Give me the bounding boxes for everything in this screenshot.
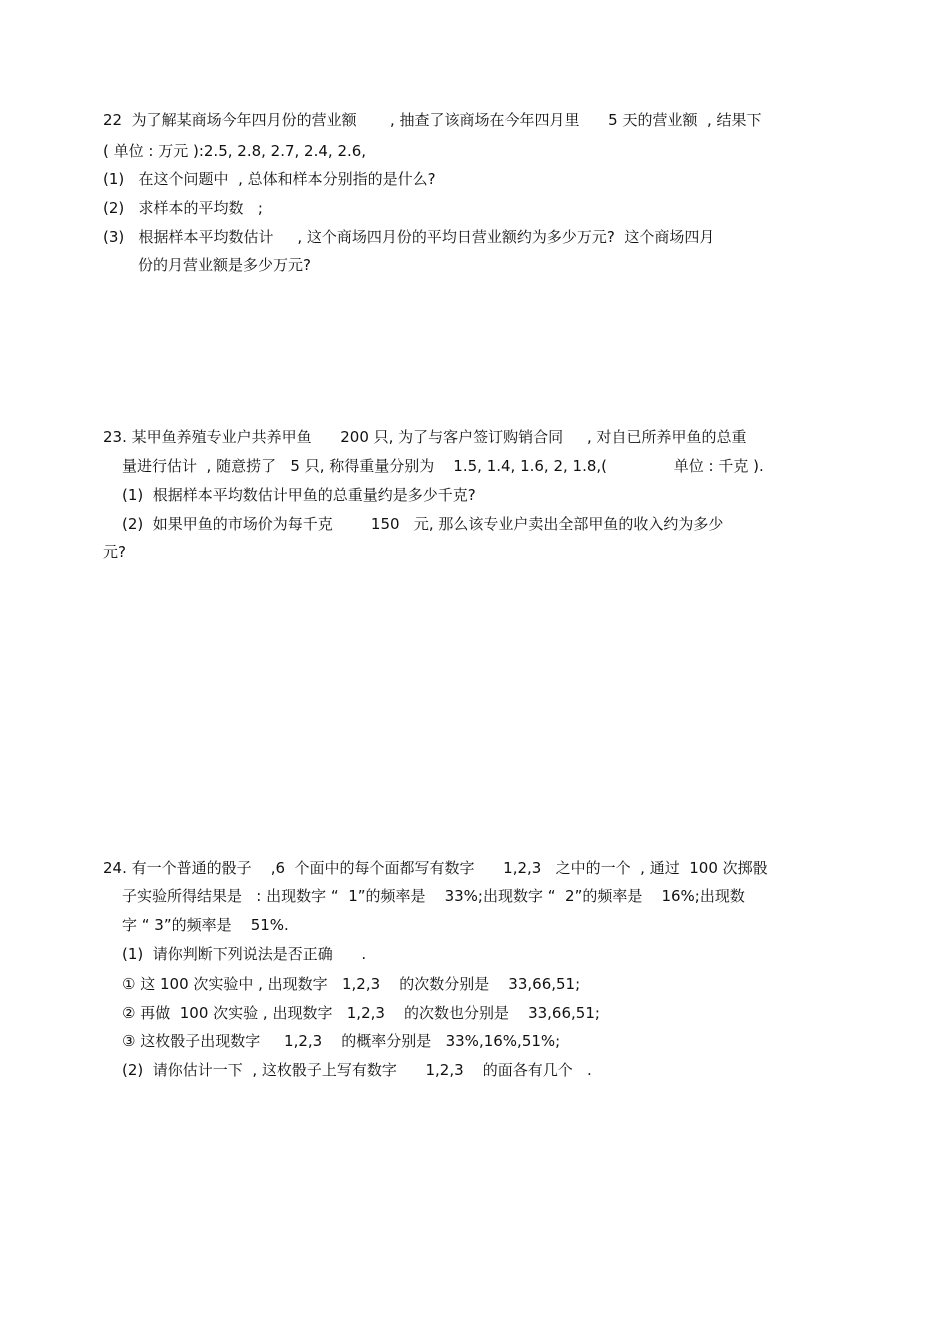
- q24-sub-2: (2) 请你估计一下 , 这枚骰子上写有数字 1,2,3 的面各有几个 .: [122, 1061, 592, 1079]
- q23-sub-2-cont: 元?: [103, 543, 126, 561]
- q22-sub-3: (3) 根据样本平均数估计 , 这个商场四月份的平均日营业额约为多少万元? 这个商场四月: [103, 228, 715, 246]
- q23-sub-1: (1) 根据样本平均数估计甲鱼的总重量约是多少千克?: [122, 486, 476, 504]
- q24-item-3: ③ 这枚骰子出现数字 1,2,3 的概率分别是 33%,16%,51%;: [122, 1032, 561, 1050]
- q22-sub-1: (1) 在这个问题中 , 总体和样本分别指的是什么?: [103, 170, 436, 188]
- q24-sub-1: (1) 请你判断下列说法是否正确 .: [122, 945, 367, 963]
- q24-line-1: 24. 有一个普通的骰子 ,6 个面中的每个面都写有数字 1,2,3 之中的一个 , 通过 100 次掷骰: [103, 859, 768, 877]
- q24-line-2: 子实验所得结果是 : 出现数字 “ 1”的频率是 33%;出现数字 “ 2”的频率是 16%;出现数: [122, 887, 745, 905]
- q23-sub-2: (2) 如果甲鱼的市场价为每千克 150 元, 那么该专业户卖出全部甲鱼的收入约为多少: [122, 515, 724, 533]
- q23-line-2: 量进行估计 , 随意捞了 5 只, 称得重量分别为 1.5, 1.4, 1.6, 2, 1.8,( 单位 : 千克 ).: [122, 457, 764, 475]
- q24-item-1: ① 这 100 次实验中 , 出现数字 1,2,3 的次数分别是 33,66,51;: [122, 975, 581, 993]
- q22-sub-3-cont: 份的月营业额是多少万元?: [138, 256, 311, 274]
- q23-line-1: 23. 某甲鱼养殖专业户共养甲鱼 200 只, 为了与客户签订购销合同 , 对自已所养甲鱼的总重: [103, 428, 747, 446]
- q22-sub-2: (2) 求样本的平均数 ;: [103, 199, 263, 217]
- q24-line-3: 字 “ 3”的频率是 51%.: [122, 916, 289, 934]
- q24-item-2: ② 再做 100 次实验 , 出现数字 1,2,3 的次数也分别是 33,66,51;: [122, 1004, 600, 1022]
- q22-line-1: 22 为了解某商场今年四月份的营业额 , 抽查了该商场在今年四月里 5 天的营业额 , 结果下: [103, 111, 762, 129]
- q22-line-2: ( 单位 : 万元 ):2.5, 2.8, 2.7, 2.4, 2.6,: [103, 142, 367, 160]
